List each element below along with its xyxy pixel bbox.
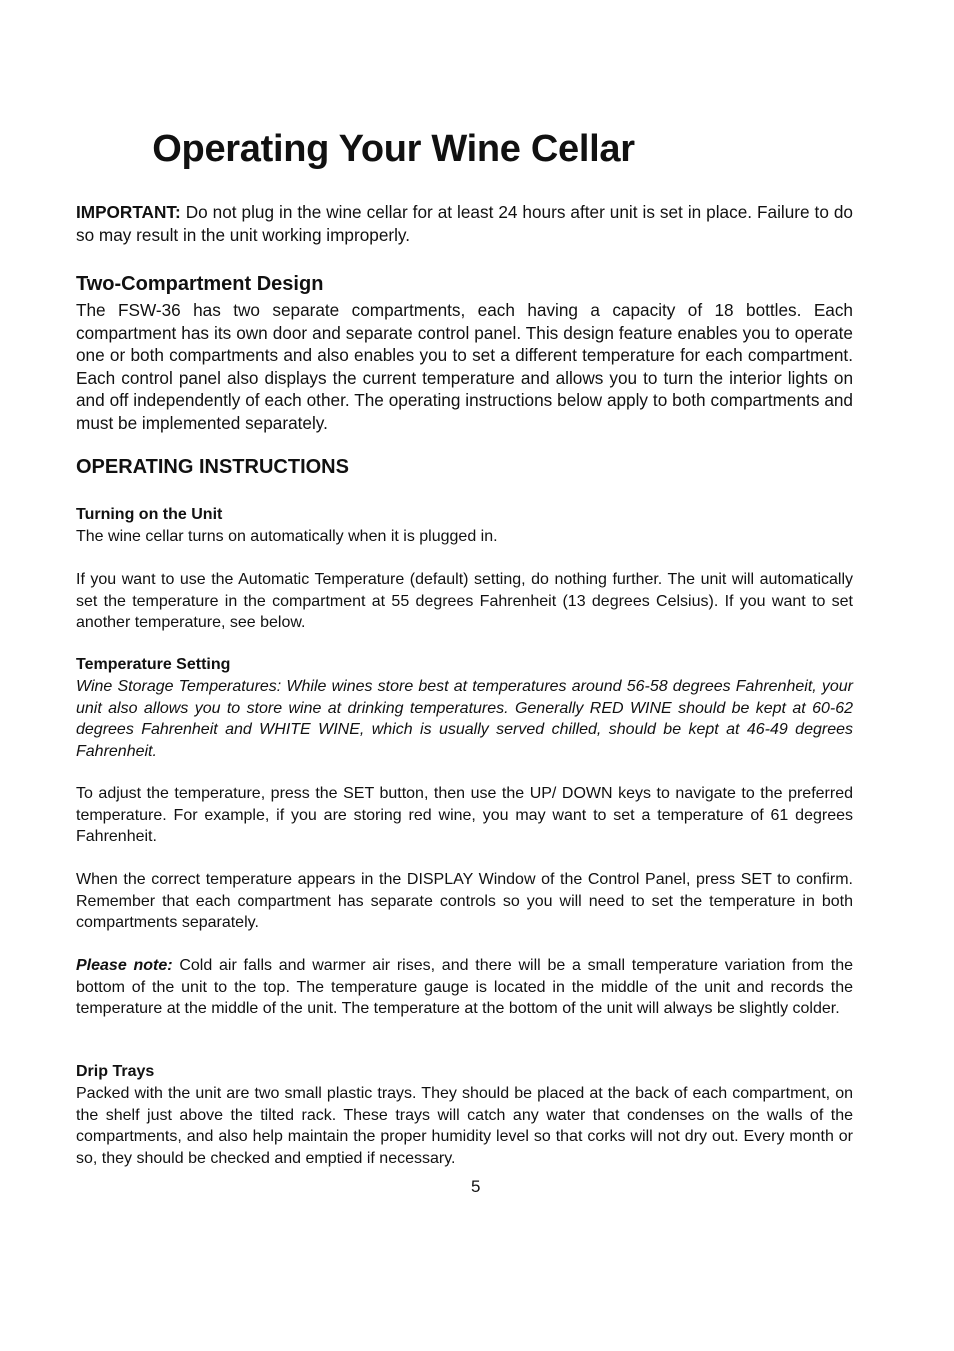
- important-label: IMPORTANT:: [76, 202, 181, 222]
- important-notice: [76, 201, 853, 246]
- two-compartment-text: The FSW-36 has two separate compartments, each having a capacity of 18 bottles. Each compartment has its own door and separate control panel. This design feature enables you to operate one or both compartments and also enables you to set a different temperature for each compartment. Each control panel also displays the current temperature and allows you to turn the interior lights on and off independently of each other. The operating instructions below apply to both compartments and must be implemented separately.: [76, 300, 853, 433]
- please-note-text: Cold air falls and warmer air rises, and there will be a small temperature variation from the bottom of the unit to the top. The temperature gauge is located in the middle of the unit and records the temperature at the middle of the unit. The temperature at the bottom of the unit will always be slightly colder.: [76, 957, 854, 1017]
- page-title: Operating Your Wine Cellar: [152, 128, 635, 170]
- temperature-setting-heading: Temperature Setting: [76, 656, 231, 673]
- please-note-label: Please note:: [76, 957, 173, 974]
- drip-trays-heading: Drip Trays: [76, 1063, 155, 1080]
- important-text: Do not plug in the wine cellar for at least 24 hours after unit is set in place. Failure to do so may result in the unit working improperly.: [76, 202, 853, 245]
- operating-instructions-heading: OPERATING INSTRUCTIONS: [76, 456, 349, 478]
- please-note: [76, 955, 853, 1020]
- two-compartment-heading: Two-Compartment Design: [76, 273, 324, 295]
- page-number: 5: [471, 1177, 481, 1196]
- turning-on-heading: Turning on the Unit: [76, 506, 223, 523]
- adjust-temperature-text: To adjust the temperature, press the SET button, then use the UP/ DOWN keys to navigate to the preferred temperature. For example, if you are storing red wine, you may want to set a temperature of 61 degrees Fahrenheit.: [76, 785, 853, 845]
- confirm-temperature-text: When the correct temperature appears in the DISPLAY Window of the Control Panel, press SET to confirm. Remember that each compartment has separate controls so you will need to set the temperature in both compartments separately.: [76, 871, 853, 931]
- automatic-temperature-text: If you want to use the Automatic Temperature (default) setting, do nothing further. The unit will automatically set the temperature in the compartment at 55 degrees Fahrenheit (13 degrees Celsius). If you want to set another temperature, see below.: [76, 571, 853, 631]
- turning-on-text: The wine cellar turns on automatically when it is plugged in.: [76, 528, 498, 545]
- drip-trays-text: Packed with the unit are two small plastic trays. They should be placed at the back of each compartment, on the shelf just above the tilted rack. These trays will catch any water that condenses on the walls of the compartments, and also help maintain the proper humidity level so that corks will not dry out. Every month or so, they should be checked and emptied if necessary.: [76, 1085, 853, 1167]
- wine-storage-text: Wine Storage Temperatures: While wines store best at temperatures around 56-58 degrees Fahrenheit, your unit also allows you to store wine at drinking temperatures. Generally RED WINE should be kept at 60-62 degrees Fahrenheit and WHITE WINE, which is usually served chilled, should be kept at 46-49 degrees Fahrenheit.: [76, 678, 853, 760]
